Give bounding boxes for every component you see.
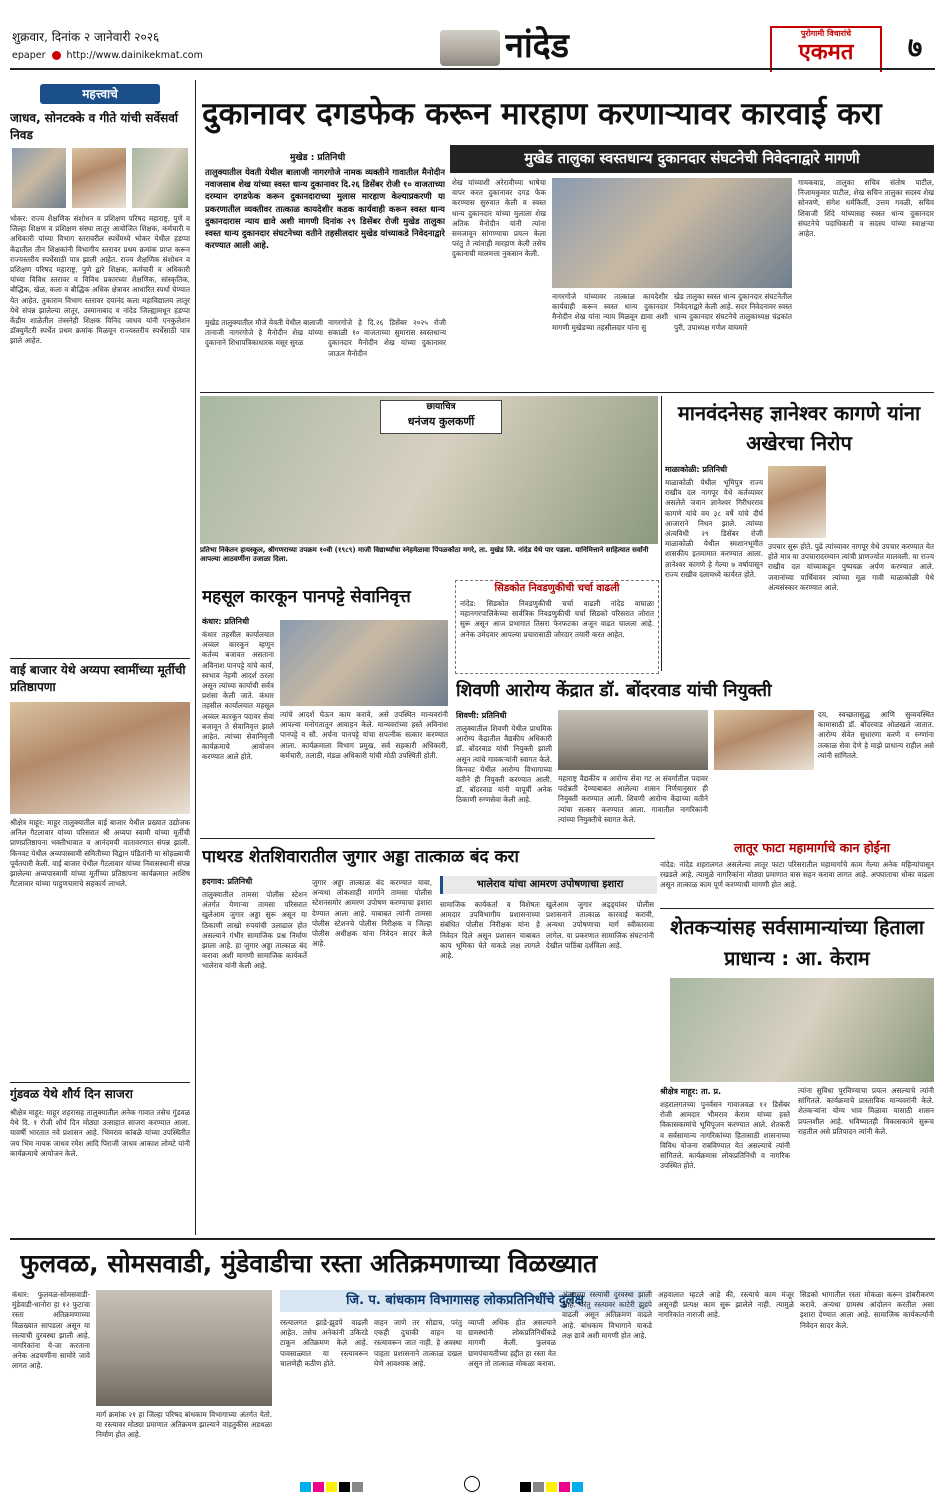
revenue-headline: महसूल कारकून पानपट्टे सेवानिवृत्त bbox=[202, 587, 411, 607]
kagne-body: माळाकोळी येथील भूमिपुत्र राज्य राखीव दल नागपूर येथे कर्तव्यावर असलेले जवान ज्ञानेश्वर गिरीधरराव कागणे यांचे वय ३८ वर्षे यांचे दीर्घ आजाराने निधन झाले. त्यांच्या अंत्यविधी २९ डिसेंबर रोजी माळाकोळी येथील स्मशानभूमीत शासकीय इतमामात करण्यात आला. ज्ञानेश्वर कागणे हे गेल्या ७ वर्षापासून राज्य राखीव दलामध्ये कार्यरत होते. bbox=[665, 478, 763, 579]
gambling-dateline: हदगाव: प्रतिनिधी bbox=[202, 877, 253, 886]
latur-headline: लातूर फाटा महामार्गाचे कान होईना bbox=[733, 840, 890, 855]
road-col3: रस्त्यालगत झाडे-झुडपे वाढली आहेत. तसेच अनेकांनी उकिरडे टाकून अतिक्रमण केले आहे. पावसाळ्यात या रस्त्यावरून चालणेही कठीण होते. bbox=[280, 1318, 368, 1368]
gambling-subheadline: भालेराव यांचा आमरण उपोषणाचा इशारा bbox=[440, 876, 657, 894]
sidebar-portrait-2 bbox=[72, 148, 126, 208]
keram-top-rule bbox=[660, 908, 934, 909]
lead-headline: दुकानावर दगडफेक करून मारहाण करणाऱ्यावर कारवाई करा bbox=[202, 96, 882, 132]
lead-bottom-rule bbox=[200, 392, 934, 393]
epaper-line bbox=[12, 50, 312, 64]
sidebar-divider-2 bbox=[10, 1082, 190, 1083]
road-col2: मार्ग क्रमांक २१ हा जिल्हा परिषद बांधकाम विभागाच्या अंतर्गत येतो. या रस्त्यावर मोठ्या प्रमाणात अतिक्रमण झाल्याने वाहतुकीस अडथळा निर्माण होत आहे. bbox=[96, 1410, 272, 1440]
shivni-headline: शिवणी आरोग्य केंद्रात डॉ. बोंदरवाड यांची नियुक्ती bbox=[456, 681, 772, 701]
sidebar-story1-photos bbox=[10, 148, 190, 210]
lead-body-right2: नागरगोजे यांच्यावर तात्काळ कायदेशीर कार्यवाही करून स्वस्त धान्य दुकानदार मैनोदीन शेख यांना न्याय मिळवून द्यावा अशी मागणी मुखेडच्या तहसीलदार यांना सु bbox=[552, 292, 668, 332]
photo-feature-badge bbox=[380, 400, 502, 434]
kagne-portrait bbox=[768, 466, 826, 538]
city-emblem bbox=[440, 30, 500, 66]
kagne-left-rule bbox=[661, 396, 662, 671]
keram-headline: शेतकऱ्यांसह सर्वसामान्यांच्या हिताला प्राधान्य : आ. केराम bbox=[670, 916, 924, 970]
keram-body2: त्यांना सुविधा पुरविण्याचा प्रयत्न असल्याचे त्यांनी सांगितले. कार्यक्रमाचे प्रास्ताविक मान्यवरांनी केले. शेतकऱ्यांना योग्य भाव मिळावा यासाठी शासन प्रयत्नशील आहे. भविष्यातही विकासकामे सुरूच राहतील असे प्रतिपादन त्यांनी केले. bbox=[798, 1086, 934, 1136]
color-bar-right bbox=[520, 1478, 640, 1492]
sidebar-portrait-1 bbox=[12, 148, 66, 208]
road-col8: सिडको भागातील रस्ता मोकळा करून डांबरीकरण करावे. अन्यथा ग्रामस्थ आंदोलन करतील असा इशारा देण्यात आला आहे. सामाजिक कार्यकर्त्यांनी निवेदन सादर केले. bbox=[800, 1290, 934, 1330]
photo-feature-caption: प्रतिभा निकेतन हायस्कूल, श्रीगणराच्या उपक्रम १०वी (१९८९) माजी विद्यार्थ्यांचा स्नेहमेळावा पिंपळकौठा मगरे, ता. मुखेड जि. नांदेड येथे पार पडला. यानिमित्ताने साहित्यात सर्वांनी आपल्या आठवणींना उजाळा दिला. bbox=[200, 546, 649, 563]
revenue-body: कंधार तहसील कार्यालयात अव्वल कारकून म्हणून कर्तव्य बजावत असताना अविनाश पानपट्टे यांचे कार्य, स्वभाव नेहमी आदर्श ठरला असून त्यांच्या कार्याची सर्वत्र प्रशंसा केली जाते. कंधार तहसील कार्यालयात महसूल अव्वल कारकून पदावर सेवा बजावून ते सेवानिवृत्त झाले आहेत. त्यांच्या सेवानिवृत्ती कार्यक्रमाचे आयोजन करण्यात आले होते. bbox=[202, 630, 274, 762]
keram-body: शहरालगतच्या पुनर्वसन गावाजवळ १२ डिसेंबर रोजी आमदार भीमराव केराम यांच्या हस्ते विकासकामांचे भूमिपूजन करण्यात आले. शेतकरी व सर्वसामान्य नागरिकांच्या हितासाठी शासनाच्या विविध योजना राबविण्यात येत असल्याचे त्यांनी सांगितले. कार्यक्रमास लोकप्रतिनिधी व नागरिक उपस्थित होते. bbox=[660, 1100, 790, 1171]
sidebar-column-rule bbox=[195, 80, 196, 1235]
gambling-body2: जुगार अड्डा तात्काळ बंद करण्यात यावा, अन्यथा लोकशाही मार्गाने तामसा पोलीस स्टेशनसमोर आमरण उपोषण करण्याचा इशारा देण्यात आला आहे. याबाबत त्यांनी तामसा पोलीस स्टेशनचे पोलीस निरीक्षक व जिल्हा पोलीस अधीक्षक यांना निवेदन सादर केले आहे. bbox=[312, 878, 432, 949]
color-bar-left bbox=[300, 1478, 420, 1492]
sidebar-story1-headline: जाधव, सोनटक्के व गीते यांची सर्वेसर्वा निवड bbox=[10, 111, 179, 142]
road-top-rule bbox=[10, 1238, 935, 1240]
epaper-label: epaper bbox=[12, 50, 46, 61]
road-col1: कंधार: फुलवळ-सोमसवाडी-मुंडेवाडी-धानोरा हा १२ फुटाचा रस्ता अतिक्रमणाच्या विळख्यात सापडला असून या रस्त्याची दुरवस्था झाली आहे. नागरिकांना ये-जा करताना अनेक अडचणींना सामोरे जावे लागत आहे. bbox=[12, 1290, 90, 1371]
lead-body-right: शेख यांच्याशी अरेरावीच्या भाषेचा वापर करत दुकानावर दगड फेक करण्यास सुरुवात केली व स्वस्त धान्य दुकानदार यांच्या मुलाला शेख अतिक मैनोदीन यांनी त्यांना समजावून सांगण्याचा प्रयत्न केला परंतु ते त्यांनाही मारहाण केली तसेच दुकानाची मालमत्ता नुकसान केली. bbox=[452, 178, 546, 259]
sidebar-story2-body: श्रीक्षेत्र माहूर: माहूर तालुक्यातील वाई बाजार येथील प्रख्यात उद्योजक अनिल गैटलावार यांच्या परिसरात श्री अय्यपा स्वामी यांच्या मूर्तीची प्राणप्रतिष्ठापना भक्तीभावात व आनंदमयी वातावरणात संपन्न झाली. किनवट येथील अय्यपास्वामी समितीच्या विद्वान पंडितांनी या सोहळ्याची पूर्वतयारी केली. वाई बाजार येथील गैटलावार यांच्या निवासस्थानी संपन्न झालेल्या अय्यपास्वामी यांच्या मूर्तीच्या प्रतिष्ठापना कार्यक्रमात आशिष गैटलावार यांच्या पाहुणचाराचे सहकार्य लाभले. bbox=[10, 818, 190, 889]
photo-feature-credit: धनंजय कुलकर्णी bbox=[407, 415, 475, 428]
lead-body-far-right: गायकवाड, तालुका सचिव संतोष पाटील, निजामकुमार पाटील, शेख सचिन तालुका सदस्य शेख सोनवणे, संगेश धर्मकिर्ती, उत्तम गवळी, सचिव शिवाजी शिंदे यांच्यासह स्वस्त धान्य दुकानदार संघटनेचे पदाधिकारी व सदस्य यांच्या स्वाक्षऱ्या आहेत. bbox=[798, 178, 934, 239]
sidebar-story2-photo bbox=[10, 702, 190, 814]
sidebar-divider-1 bbox=[10, 658, 190, 659]
shivni-body3: दय, स्वच्छतासुद्ध आणि सुव्यवस्थित कामासाठी डॉ. बोंदरवाड ओळखले जातात. आरोग्य सेवेत सुधारणा करणे व रुग्णांना तत्काळ सेवा देणे हे माझे प्राधान्य राहील असे त्यांनी सांगितले. bbox=[818, 710, 934, 760]
kagne-body2: उपचार सुरू होते. पुढे त्यांच्यावर नागपूर येथे उपचार करण्यात येत होते मात्र या उपचारादरम्यान त्यांची प्राणज्योत मालवली. या राज्य राखीव दल यांच्याकडून पुष्पचक्र अर्पण करण्यात आले. जवानांच्या पार्थिवावर त्यांच्या मूळ गावी माळाकोळी येथे अंत्यसंस्कार करण्यात आले. bbox=[768, 542, 934, 592]
lead-subheadline: मुखेड तालुका स्वस्तधान्य दुकानदार संघटनेची निवेदनाद्वारे मागणी bbox=[450, 145, 934, 173]
sidebar bbox=[10, 80, 190, 1235]
masthead-divider bbox=[10, 68, 935, 70]
registration-mark bbox=[464, 1476, 480, 1492]
sidco-box bbox=[455, 580, 659, 674]
lead-intro: तालुक्यातील येवती येथील बालाजी नागरगोजे नामक व्यक्तीने गावातील मैनोदीन नवाजसाब शेख यांच्या स्वस्त धान्य दुकानावर दि.२६ डिसेंबर रोजी १० वाजताच्या दरम्यान दगडफेक करून दुकानदाराच्या मुलास मारहाण केल्याप्रकरणी या प्रकरणातील व्यक्तीवर तात्काळ कायदेशीर कडक कार्यवाही करून स्वस्त धान्य दुकानदारास न्याय द्यावे अशी मागणी दिनांक २९ डिसेंबर रोजी मुखेड तालुका स्वस्त धान्य दुकानदार संघटनेच्या वतीने तहसीलदार मुखेड यांच्याकडे निवेदनाद्वारे करण्यात आली आहे. bbox=[205, 167, 445, 251]
revenue-body2: त्यांचे आदर्श घेऊन काम करावे, असे उपस्थित मान्यवरांनी आपल्या मनोगतातून आवाहन केले. मान्यवरांच्या हस्ते अविनाश पानपट्टे व सौ. अर्चना पानपट्टे यांचा सपत्नीक सत्कार करण्यात आला. कार्यक्रमाला विभाग प्रमुख, सर्व सहकारी अधिकारी, कर्मचारी, तलाठी, मंडळ अधिकारी यांची मोठी उपस्थिती होती. bbox=[280, 710, 448, 760]
brand-block bbox=[770, 26, 882, 72]
latur-body: नांदेड: नांदेड शहरालगत असलेल्या लातूर फाटा परिसरातील महामार्गाचे काम गेल्या अनेक महिन्यांपासून रखडले आहे. त्यामुळे नागरिकांना मोठ्या प्रमाणात त्रास सहन करावा लागत आहे. अपघाताचा धोका वाढला असून तात्काळ काम पूर्ण करण्याची मागणी होत आहे. bbox=[660, 860, 934, 890]
lead-body-col2: नागरगोजे हे दि.२६ डिसेंबर २०२५ रोजी सकाळी १० वाजताच्या सुमारास स्वस्तधान्य दुकानदार मैनोदीन शेख यांच्या दुकानावर जाऊन मैनोदीन bbox=[328, 318, 446, 358]
epaper-icon bbox=[52, 51, 61, 60]
lead-photo bbox=[552, 178, 792, 288]
sidco-title: सिडकोत निवडणुकीची चर्चा वाढली bbox=[494, 583, 620, 594]
road-col5: व्याप्ती अधिक होत असल्याने ग्रामस्थांनी लोकप्रतिनिधींकडे मागणी केली. फुलवळ ग्रामपंचायतीच्या हद्दीत हा रस्ता येत असून तो तात्काळ मोकळा करावा. bbox=[468, 1318, 556, 1368]
road-photo bbox=[96, 1290, 272, 1406]
gambling-headline: पाथरड शेतशिवारातील जुगार अड्डा तात्काळ बंद करा bbox=[202, 847, 519, 867]
road-col7: अहवालात म्हटले आहे की, रस्त्याचे काम मंजूर असूनही प्रत्यक्ष काम सुरू झालेले नाही. त्यामुळे नागरिकांत नाराजी आहे. bbox=[658, 1290, 794, 1320]
keram-dateline: श्रीक्षेत्र माहूर: ता. प्र. bbox=[660, 1087, 722, 1096]
epaper-url[interactable]: http://www.dainikekmat.com bbox=[66, 50, 203, 61]
photo-feature bbox=[200, 396, 658, 576]
page-number: ७ bbox=[907, 31, 923, 64]
brand-name: एकमत bbox=[798, 40, 854, 65]
road-headline: फुलवळ, सोमसवाडी, मुंडेवाडीचा रस्ता अतिक्रमणाच्या विळख्यात bbox=[20, 1249, 598, 1278]
shivni-body2: महाराष्ट्र वैद्यकीय व आरोग्य सेवा गट अ संवर्गातील पदावर पदोन्नती देण्याबाबत आलेल्या शासन निर्णयानुसार ही नियुक्ती करण्यात आली. शिवणी आरोग्य केंद्राच्या वतीने त्यांचा सत्कार करण्यात आला. गावातील नागरिकांनी त्यांच्या नियुक्तीचे स्वागत केले. bbox=[558, 774, 708, 824]
sidebar-story3-body: श्रीक्षेत्र माहूर: माहूर शहरासह तालुक्यातील अनेक गावात तसेच गुंडवळ येथे दि. १ रोजी शौर्य दिन मोठ्या उत्साहात साजरा करण्यात आला. यावर्षी भारतात नवे प्रशासन आहे. भिमराव कांबळे यांच्या उपस्थितीत जय भिम नायक जाधव रमेश आदि पिराजी जाधव आकाश लोमटे यांनी कार्यक्रमाचे आयोजन केले. bbox=[10, 1108, 190, 1158]
brand-tagline: पुरोगामी विचारांचे bbox=[800, 29, 852, 38]
gambling-top-rule bbox=[200, 838, 655, 839]
revenue-dateline: कंधार: प्रतिनिधी bbox=[202, 617, 250, 626]
lead-dateline: मुखेड : प्रतिनिधी bbox=[290, 153, 346, 163]
shivni-photo bbox=[558, 710, 708, 770]
gambling-body: तालुक्यातील तामसा पोलीस स्टेशन अंतर्गत येणाऱ्या तामसा परिसरात खुलेआम जुगार अड्डा सुरू असून या ठिकाणी लाखो रुपयांची उलाढाल होत असल्याने गंभीर सामाजिक प्रश्न निर्माण झाला आहे. हा जुगार अड्डा तात्काळ बंद करावा अशी मागणी सामाजिक कार्यकर्ते भालेराव यांनी केली आहे. bbox=[202, 890, 307, 971]
kagne-headline: मानवंदनेसह ज्ञानेश्वर कागणे यांना अखेरचा निरोप bbox=[677, 401, 921, 455]
lead-body-col1: मुखेड तालुक्यातील मौजे येवती येथील बालाजी तानाजी नागरगोजे हे मैनोदीन शेख यांच्या दुकानाने शिधापत्रिकाधारक मसूर सुरळ bbox=[205, 318, 323, 348]
revenue-photo bbox=[280, 620, 448, 706]
sidebar-portrait-3 bbox=[132, 148, 188, 208]
gambling-body4: खुलेआम जुगार अड्ड्यांवर पोलीस प्रशासनाने तात्काळ कारवाई करावी, अन्यथा उपोषणाचा मार्ग स्वीकारावा लागेल. या प्रकरणात सामाजिक संघटनांनी देखील पाठिंबा दर्शविला आहे. bbox=[546, 900, 654, 950]
keram-photo bbox=[670, 978, 934, 1082]
shivni-photo-2 bbox=[714, 710, 814, 770]
sidebar-section-label: महत्त्वाचे bbox=[40, 84, 160, 104]
road-col4: वाहन जाणे तर सोडाच, परंतु एकही दुचाकी वाहन या रस्त्यावरून जात नाही. हे अवस्था पाहता प्रशासनाने तात्काळ दखल घेणे आवश्यक आहे. bbox=[374, 1318, 462, 1368]
sidco-body: नांदेड: सिडकोत निवडणुकीची चर्चा वाढली नांदेड वाघाळा महानगरपालिकेच्या सार्वत्रिक निवडणुकीची चर्चा सिडको परिसरात जोरात सुरू असून आज प्रभागात तिसरा फेरफटका अजून वाढत चालला आहे. अनेक उमेदवार आपल्या प्रचारासाठी जोरदार तयारी करत आहेत. bbox=[460, 599, 654, 639]
sidebar-story2-headline: वाई बाजार येथे अय्यपा स्वामींच्या मूर्तीची प्रतिष्ठापणा bbox=[10, 663, 186, 694]
sidebar-story1-body: भोकर: राज्य शैक्षणिक संशोधन व प्रशिक्षण परिषद महाराष्ट्र, पुणे व जिल्हा शिक्षण व प्रशिक्षण संस्था लातूर आयोजित शिक्षक, कर्मचारी व अधिकारी यांच्या विभाग स्तरावरील स्पर्धेमध्ये भोकर येथील हडप्पा केंद्रातील तीन शिक्षकांनी विभागीय स्तरावर प्रथम क्रमांक प्राप्त करून राज्यस्तरीय स्पर्धेसाठी पात्र झाली आहेत. राज्य शैक्षणिक संशोधन व प्रशिक्षण परिषद महाराष्ट्र, पुणे द्वारे शिक्षक, कर्मचारी व अधिकारी यांच्या विविध स्तरावर व विविध प्रकारच्या शैक्षणिक, सांस्कृतिक, बौद्धिक, खेळ, कला व बौद्धिक अधिक क्षेत्रावर आधारित स्पर्धा घेण्यात येत आहेत. तुकाराम विभाग स्तरावर दयानंद कला महाविद्यालय लातूर येथे संपन्न झालेल्या लातूर, उस्मानाबाद व नांदेड जिल्ह्यामधून हडप्पा केंद्रीय शाळेतील तंत्रस्नेही शिक्षक विनिद जाधव यांनी एनकुलेशन डॉक्युमेंटरी स्पर्धेत प्रथम क्रमांक मिळवून राज्यस्तरीय स्पर्धेसाठी पात्र झाले आहेत. bbox=[10, 214, 190, 346]
lead-body-right3: खेड तालुका स्वस्त धान्य दुकानदार संघटनेतील निवेदनाद्वारे केली आहे. सदर निवेदनावर स्वस्त धान्य दुकानदार संघटनेचे तालुकाध्यक्ष चंद्रकांत पुरी, उपाध्यक्ष गणेश वाघमारे bbox=[674, 292, 792, 332]
city-title: नांदेड bbox=[505, 26, 569, 66]
road-subheadline: जि. प. बांधकाम विभागासह लोकप्रतिनिधींचे दुर्लक्ष bbox=[280, 1290, 650, 1312]
sidebar-story3-headline: गुंडवळ येथे शौर्य दिन साजरा bbox=[10, 1087, 133, 1101]
kagne-dateline: माळाकोळी: प्रतिनिधी bbox=[665, 465, 728, 474]
shivni-dateline: शिवणी: प्रतिनिधी bbox=[456, 711, 507, 720]
road-col6: अंतराच्या रस्त्याची दुरवस्था झाली आहे. परंतु रस्त्यावर काटेरी झुडपे वाढली असून अतिक्रमण वाढले आहे. बांधकाम विभागाने याकडे लक्ष द्यावे अशी मागणी होत आहे. bbox=[562, 1290, 652, 1340]
shivni-body: तालुक्यातील शिवणी येथील प्राथमिक आरोग्य केंद्रातील वैद्यकीय अधिकारी डॉ. बोंदरवाड यांची नियुक्ती झाली असून त्यांचे गावकऱ्यांनी स्वागत केले. किनवट येथील आरोग्य विभागाच्या वतीने ही नियुक्ती करण्यात आली. डॉ. बोंदरवाड यांनी यापूर्वी अनेक ठिकाणी रुग्णसेवा केली आहे. bbox=[456, 724, 552, 805]
masthead-date: शुक्रवार, दिनांक २ जानेवारी २०२६ bbox=[12, 30, 160, 44]
gambling-body3: सामाजिक कार्यकर्ता व विशेषतः आमदार उपविभागीय प्रशासनाच्या संबंधित पोलीस निरीक्षक यांना हे निवेदन दिले असून प्रशासन याबाबत काय भूमिका घेते याकडे लक्ष लागले आहे. bbox=[440, 900, 540, 961]
masthead bbox=[0, 0, 945, 72]
photo-feature-label: छायाचित्र bbox=[426, 402, 456, 412]
